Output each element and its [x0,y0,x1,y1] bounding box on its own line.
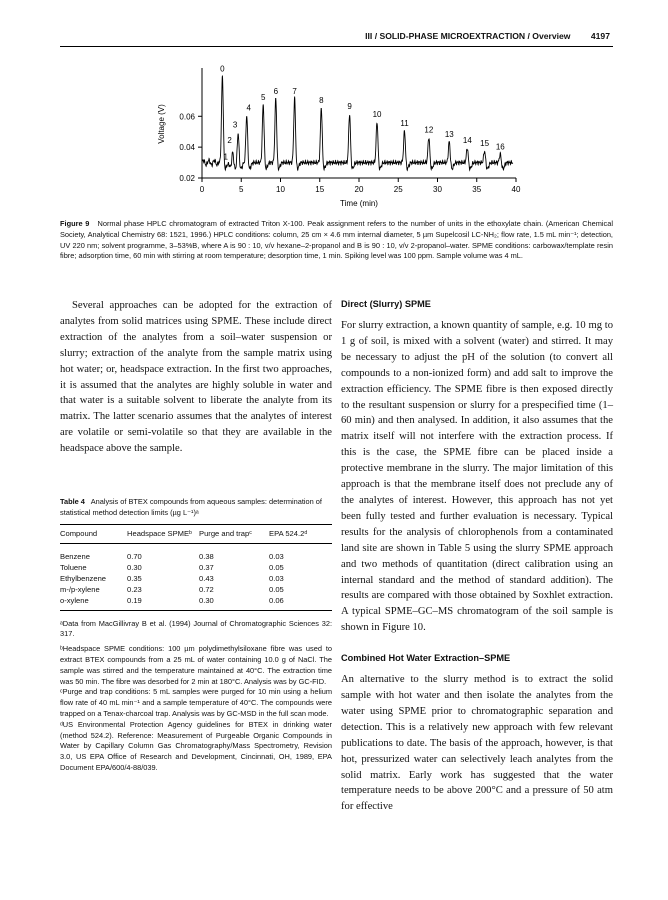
peak-label: 12 [424,125,434,135]
chromatogram-trace [202,76,513,171]
peak-label: 9 [347,102,352,112]
figure-caption [60,219,613,262]
table-row [60,595,332,611]
peak-label: 16 [495,142,505,152]
table-header-row [60,524,332,543]
left-column [60,298,332,457]
x-tick-label: 25 [393,185,403,194]
table-row [60,584,332,595]
peak-label: 4 [246,103,251,113]
cell: Benzene [60,551,90,561]
table-row [60,573,332,584]
cell: 0.70 [127,551,142,561]
running-head-title: III / SOLID-PHASE MICROEXTRACTION / Overview [365,31,571,41]
btex-table [60,524,332,611]
cell: 0.35 [127,573,142,583]
table-4 [60,497,332,774]
peak-label: 13 [444,129,454,139]
x-tick-label: 40 [511,185,521,194]
cell: 0.38 [199,551,214,561]
page-number: 4197 [590,31,610,41]
x-tick-label: 35 [472,185,482,194]
x-tick-label: 10 [276,185,285,194]
cell: 0.05 [269,584,284,594]
intro-paragraph: Several approaches can be adopted for the extraction of analytes from solid matrices using SPME. These include direct extraction of the analytes from a soil–water suspension or slurry; extraction of the analyte from the sample matrix using hot water; or, headspace extraction. In the first two approaches, it is assumed that the analytes are highly soluble in water and that water is a suitable solvent to liberate the analyte from its matrix. The latter scenario assumes that the analytes of interest are volatile or semi-volatile so that they are available in the headspace above the sample. [60,300,332,455]
slurry-paragraph: For slurry extraction, a known quantity of sample, e.g. 10 mg to 1 g of soil, is mixed with a solvent (water) and stirred. It may be necessary to adjust the pH of the solution (to convert all compounds to a non-ionized form) and add salt to improve the extraction efficiency. The SPME fibre is then exposed directly to the resultant suspension or slurry for a prespecified time (1–60 min) and then analysed. In addition, it also assumes that the matrix itself will not interfere with the extraction process. If this is the case, the SPME fibre can be placed inside a protective membrane in the slurry. The major limitation of this approach is that the membrane itself does not preclude any of the analytes of interest. However, this approach has not yet been fully tested and further evaluation is necessary. Typical results for the analysis of chlorophenols from a contaminated land site are shown in Table 5 using the slurry SPME approach and two methods of quantitation (direct calibration using an internal standard and the method of standard addition). The results are compared with those obtained by Soxhlet extraction. A typical SPME–GC–MS chromatogram of the soil sample is shown in Figure 10. [341,320,613,634]
col-headspace-spme: Headspace SPMEᵇ [127,528,192,538]
col-purge-and-trap: Purge and trapᶜ [199,528,252,538]
peak-label: 6 [273,86,279,96]
y-tick-label: 0.04 [179,143,195,153]
cell: 0.19 [127,595,142,605]
cell: o-xylene [60,595,89,605]
cell: 0.03 [269,573,284,583]
x-tick-label: 0 [199,185,205,194]
table-footnote-b: ᵇHeadspace SPME conditions: 100 µm polydimethylsiloxane fibre was used to extract BTEX compounds from a 25 mL of water containing 10.0 g of NaCl. The sample was stirred and the temperature maintained at 40°C. The extraction time was 50 min. The fibre was desorbed for 2 min at 180°C. Analysis was by GC-FID. [60,644,332,686]
table-footnote-a: ᵃData from MacGillivray B et al. (1994) Journal of Chromatographic Sciences 32: 317. [60,618,332,639]
x-tick-label: 15 [315,185,325,194]
x-axis-label: Time (min) [340,199,378,208]
peak-label: 11 [400,119,409,129]
peak-label: 3 [232,120,238,130]
running-head [60,31,610,47]
cell: m-/p-xylene [60,584,100,594]
figure-caption-text: Normal phase HPLC chromatogram of extracted Triton X-100. Peak assignment refers to the number of units in the ethoxylate chain. (American Chemical Society, Analytical Chemistry 68: 1521, 1996.) HPLC conditions: column, 25 cm × 4.6 mm internal diameter, 5 µm Supelcosil LC-NH₂; flow rate, 1.5 mL min⁻¹; detection, UV 220 nm; solvent programme, 3–53%B, where A is 90 : 10, v/v hexane–2-propanol and B is 90 : 10, v/v 2-propanol–water. SPME conditions: carbowax/template resin fibre; adsorption time, 60 min with stirring at room temperature; desorption time, 1 min. Spiking level was 100 ppm. Sample volume was 4 mL. [60,219,613,261]
cell: 0.06 [269,595,284,605]
table-title: Analysis of BTEX compounds from aqueous samples: determination of statistical method detection limits (µg L⁻¹)ᵃ [60,497,322,517]
peak-label: 0 [220,64,225,74]
cell: Ethylbenzene [60,573,107,583]
peak-label: 5 [261,92,266,102]
table-row [60,543,332,562]
peak-label: 14 [462,136,472,146]
x-tick-label: 30 [433,185,442,194]
peak-label: 1 [223,152,228,162]
hot-water-paragraph: An alternative to the slurry method is to extract the solid sample with hot water and then isolate the analytes from the water using SPME prior to chromatographic separation and detection. This is a relatively new approach with few relevant publications to date. The basis of the approach, however, is that hot, pressurized water can selectively leach analytes from the solid matrix. Early work has suggested that the water temperature needs to be above 200°C and a pressure of 50 atm for effective [341,674,613,813]
section-heading-hot-water: Combined Hot Water Extraction–SPME [341,653,511,664]
cell: Toluene [60,562,87,572]
table-caption [60,497,332,519]
cell: 0.37 [199,562,214,572]
table-footnote-d: ᵈUS Environmental Protection Agency guidelines for BTEX in drinking water (method 524.2). Reference: Measurement of Purgeable Organic Compounds in Water by Capillary Column Gas Chromatography/Mass Spectrometry, Revision 3.0, US EPA Office of Research and Development, Cincinnati, OH, 1989, EPA Document EPA/600/4-88/039. [60,719,332,772]
y-axis-label: Voltage (V) [157,104,166,144]
peak-label: 2 [227,136,232,146]
cell: 0.30 [199,595,214,605]
col-epa: EPA 524.2ᵈ [269,528,308,538]
y-tick-label: 0.02 [179,174,195,183]
cell: 0.72 [199,584,214,594]
table-label: Table 4 [60,497,85,506]
table-footnote-c: ᶜPurge and trap conditions: 5 mL samples were purged for 10 min using a helium flow rate of 40 mL min⁻¹ and a sample temperature of 40°C. The compounds were trapped on a Tenax-charcoal trap. Analysis was by GC-MSD in the full scan mode. [60,687,332,718]
table-row [60,562,332,573]
figure-label: Figure 9 [60,219,90,228]
cell: 0.05 [269,562,284,572]
x-tick-label: 5 [239,185,244,194]
right-column [341,298,613,815]
peak-label: 15 [480,139,490,149]
chromatogram-figure [140,62,540,212]
cell: 0.43 [199,573,214,583]
cell: 0.23 [127,584,142,594]
x-tick-label: 20 [354,185,364,194]
peak-label: 10 [372,109,382,119]
peak-label: 8 [319,96,324,106]
section-heading-direct-slurry: Direct (Slurry) SPME [341,299,431,309]
header-rule [60,46,613,47]
cell: 0.03 [269,551,284,561]
col-compound: Compound [60,528,98,538]
cell: 0.30 [127,562,142,572]
peak-label: 7 [292,86,297,96]
y-tick-label: 0.06 [179,112,195,122]
